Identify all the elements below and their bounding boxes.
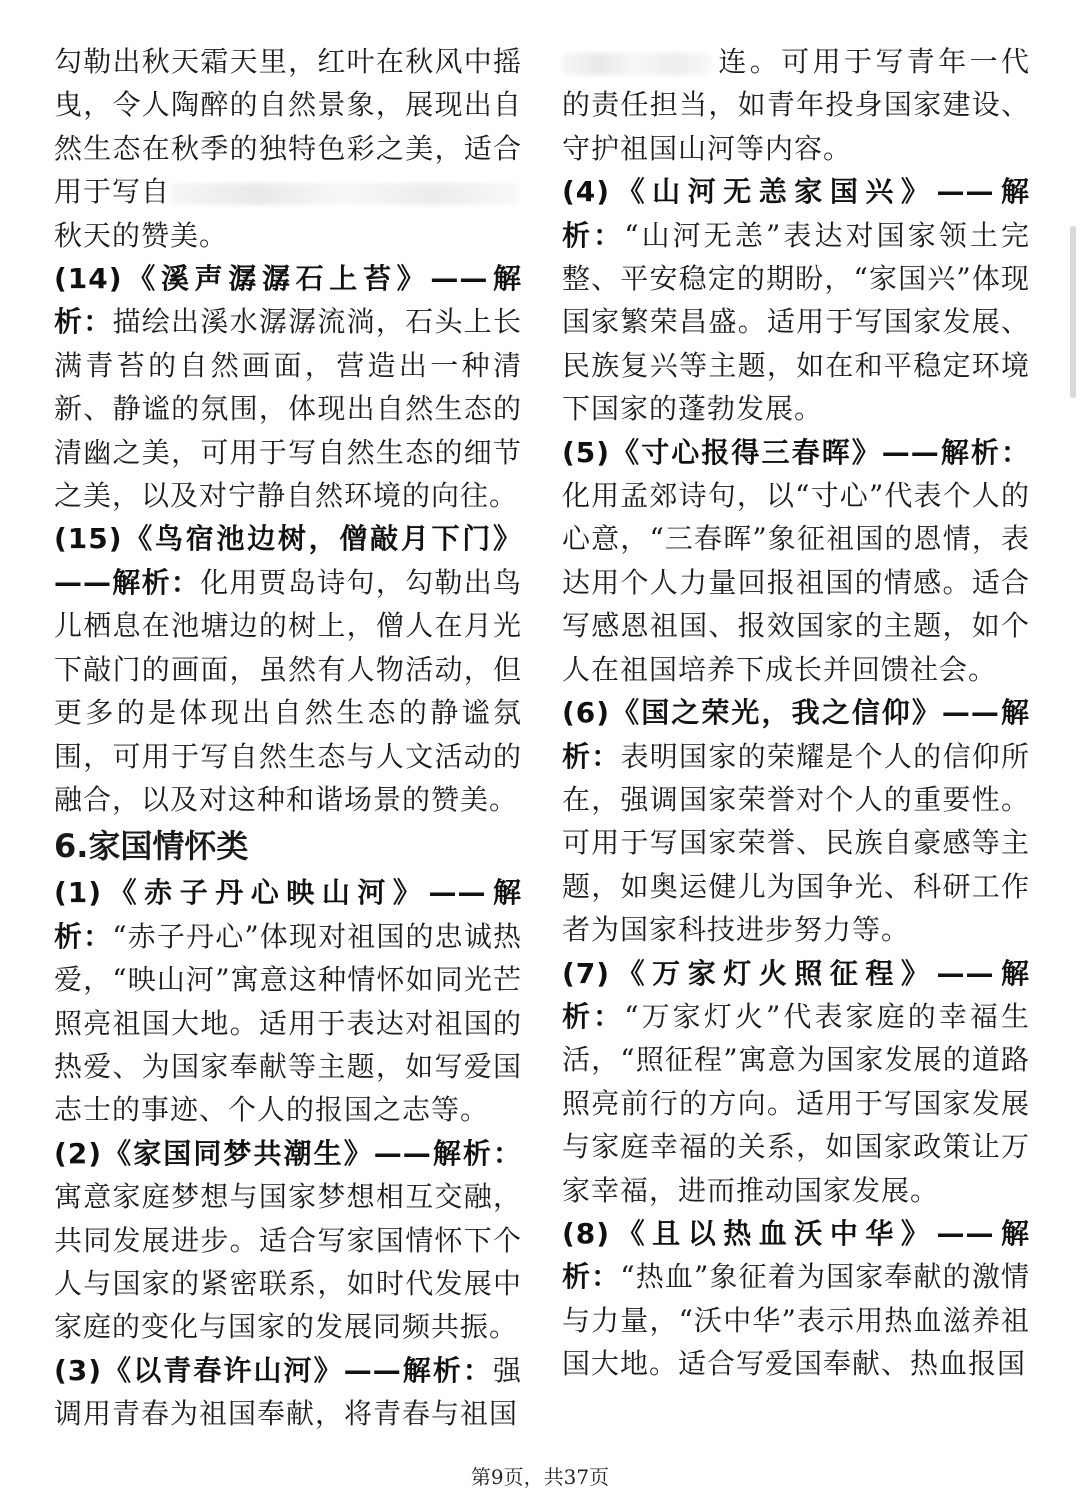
item-2-body: 寓意家庭梦想与国家梦想相互交融，共同发展进步。适合写家国情怀下个人与国家的紧密联系，如时代发展中家庭的变化与国家的发展同频共振。	[54, 1180, 522, 1344]
item-8-title: (8)《且以热血沃中华》——解析：	[562, 1216, 1030, 1294]
item-6-body: 表明国家的荣耀是个人的信仰所在，强调国家荣誉对个人的重要性。可用于写国家荣誉、民族自豪感等主题，如奥运健儿为国争光、科研工作者为国家科技进步努力等。	[562, 739, 1030, 947]
item-14	[54, 257, 522, 517]
item-2-title: (2)《家国同梦共潮生》——解析：	[54, 1136, 522, 1170]
item-3	[54, 1349, 522, 1436]
item-3-body: 强调用青春为祖国奉献，将青春与祖国	[54, 1353, 522, 1431]
continued-paragraph-end: 秋天的赞美。	[54, 218, 229, 252]
item-15-title: (15)《鸟宿池边树，僧敲月下门》——解析：	[54, 522, 522, 599]
item-15-body: 化用贾岛诗句，勾勒出鸟儿栖息在池塘边的树上，僧人在月光下敲门的画面，虽然有人物活动，但更多的是体现出自然生态的静谧氛围，可用于写自然生态与人文活动的融合，以及对这种和谐场景的赞美。	[54, 565, 522, 816]
item-3-title: (3)《以青春许山河》——解析：	[54, 1353, 493, 1387]
blurred-text	[170, 183, 520, 205]
item-6	[562, 691, 1030, 951]
item-1-body: “赤子丹心”体现对祖国的忠诚热爱，“映山河”寓意这种情怀如同光芒照亮祖国大地。适用于表达对祖国的热爱、为国家奉献等主题，如写爱国志士的事迹、个人的报国之志等。	[54, 919, 522, 1127]
continued-paragraph: 勾勒出秋天霜天里，红叶在秋风中摇曳，令人陶醉的自然景象，展现出自然生态在秋季的独特色彩之美，适合用于写自	[54, 45, 522, 209]
item-3-continued: 连。可用于写青年一代的责任担当，如青年投身国家建设、守护祖国山河等内容。	[562, 45, 1030, 165]
item-5	[562, 431, 1030, 691]
item-15	[54, 517, 522, 821]
item-14-body: 描绘出溪水潺潺流淌，石头上长满青苔的自然画面，营造出一种清新、静谧的氛围，体现出自然生态的清幽之美，可用于写自然生态的细节之美，以及对宁静自然环境的向往。	[54, 305, 522, 513]
item-2	[54, 1132, 522, 1349]
item-1-title: (1)《赤子丹心映山河》——解析：	[54, 876, 522, 953]
scrollbar[interactable]	[1070, 226, 1076, 398]
right-column	[562, 40, 1030, 1386]
item-4	[562, 170, 1030, 430]
section-title: 6.家国情怀类	[54, 827, 249, 866]
page-number: 第9页，共37页	[470, 1465, 610, 1489]
item-5-title: (5)《寸心报得三春晖》——解析：	[562, 435, 1030, 469]
left-column	[54, 40, 522, 1436]
item-7	[562, 952, 1030, 1212]
item-6-title: (6)《国之荣光，我之信仰》——解析：	[562, 696, 1030, 773]
item-8	[562, 1212, 1030, 1386]
item-7-body: “万家灯火”代表家庭的幸福生活，“照征程”寓意为国家发展的道路照亮前行的方向。适用于写国家发展与家庭幸福的关系，如国家政策让万家幸福，进而推动国家发展。	[562, 999, 1030, 1207]
item-4-title: (4)《山河无恙家国兴》——解析：	[562, 175, 1030, 252]
blurred-text	[562, 53, 712, 75]
item-5-body: 化用孟郊诗句，以“寸心”代表个人的心意，“三春晖”象征祖国的恩情，表达用个人力量回报祖国的情感。适合写感恩祖国、报效国家的主题，如个人在祖国培养下成长并回馈社会。	[562, 479, 1030, 686]
item-4-body: “山河无恙”表达对国家领土完整、平安稳定的期盼，“家国兴”体现国家繁荣昌盛。适用于写国家发展、民族复兴等主题，如在和平稳定环境下国家的蓬勃发展。	[562, 218, 1030, 426]
item-1	[54, 871, 522, 1131]
item-14-title: (14)《溪声潺潺石上苔》——解析：	[54, 262, 522, 339]
item-7-title: (7)《万家灯火照征程》——解析：	[562, 956, 1030, 1033]
item-8-body: “热血”象征着为国家奉献的激情与力量，“沃中华”表示用热血滋养祖国大地。适合写爱国奉献、热血报国	[562, 1260, 1030, 1381]
